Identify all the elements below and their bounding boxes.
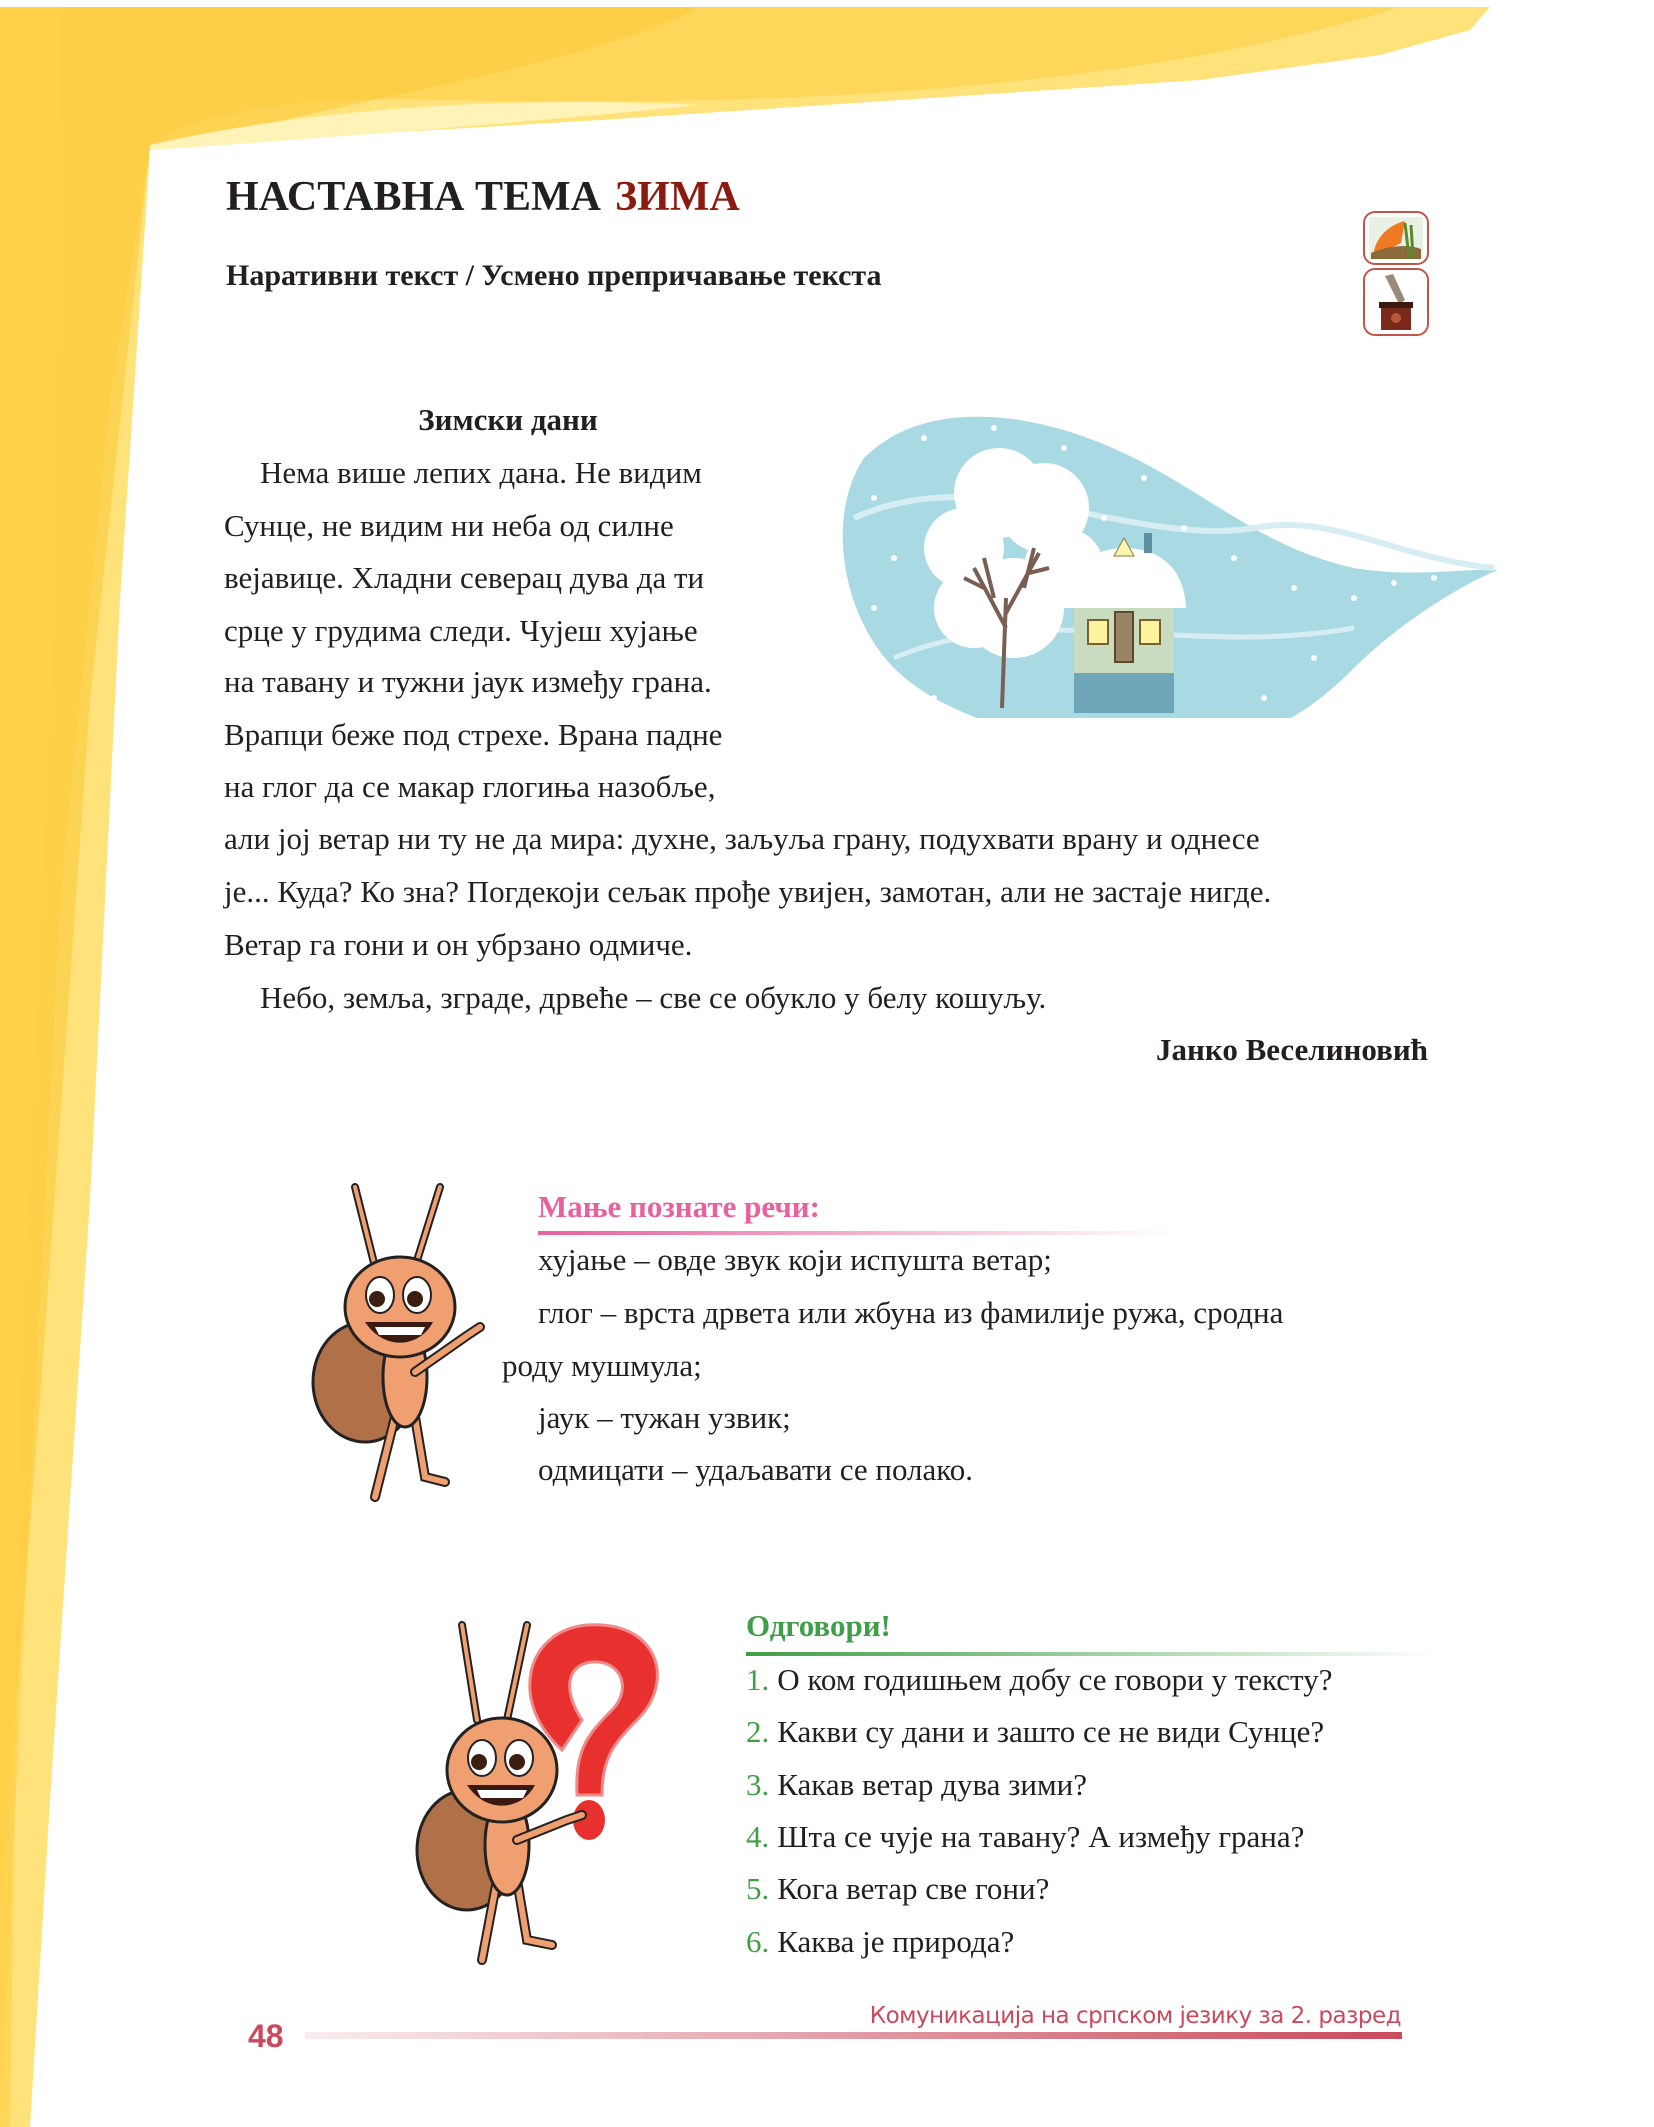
question-number: 6. bbox=[746, 1924, 770, 1959]
question-text: О ком годишњем добу се говори у тексту? bbox=[777, 1662, 1333, 1697]
gramophone-icon[interactable] bbox=[1363, 268, 1429, 336]
story-title: Зимски дани bbox=[418, 402, 598, 437]
glossary-line: роду мушмула; bbox=[502, 1348, 702, 1383]
story-line: на глог да се макар глогиња назобље, bbox=[224, 769, 716, 804]
glossary-line: јаук – тужан узвик; bbox=[538, 1400, 791, 1435]
question-text: Шта се чује на тавану? А између грана? bbox=[777, 1819, 1305, 1854]
question-number: 2. bbox=[746, 1714, 770, 1749]
story-line: на тавану и тужни јаук између грана. bbox=[224, 664, 712, 699]
question-number: 5. bbox=[746, 1871, 770, 1906]
question-text: Каква је природа? bbox=[777, 1924, 1015, 1959]
winter-illustration bbox=[834, 398, 1498, 758]
topic-name: ЗИМА bbox=[615, 174, 740, 220]
question-item bbox=[746, 1765, 1087, 1805]
story-author: Јанко Веселиновић bbox=[1156, 1032, 1428, 1067]
question-item bbox=[746, 1869, 1049, 1909]
question-number: 4. bbox=[746, 1819, 770, 1854]
question-number: 3. bbox=[746, 1767, 770, 1802]
question-item bbox=[746, 1922, 1014, 1962]
story-line: је... Куда? Ко зна? Погдекоји сељак прође увијен, замотан, али не застаје нигде. bbox=[224, 874, 1272, 909]
art-palette-icon[interactable] bbox=[1363, 211, 1429, 265]
story-line: али јој ветар ни ту не да мира: духне, заљуља грану, подухвати врану и однесе bbox=[224, 821, 1260, 856]
question-item bbox=[746, 1660, 1332, 1700]
topic-prefix: НАСТАВНА ТЕМА bbox=[226, 174, 602, 220]
page-subtitle: Наративни текст / Усмено препричавање текста bbox=[226, 259, 882, 292]
story-line: Сунце, не видим ни неба од силне bbox=[224, 508, 674, 543]
page-number: 48 bbox=[248, 2018, 284, 2054]
story-line: срце у грудима следи. Чујеш хујање bbox=[224, 613, 698, 648]
story-line: Врапци беже под стрехе. Врана падне bbox=[224, 717, 723, 752]
question-text: Какви су дани и зашто се не види Сунце? bbox=[777, 1714, 1325, 1749]
glossary-heading: Мање познате речи: bbox=[538, 1189, 820, 1224]
answer-underline bbox=[746, 1652, 1436, 1656]
question-item bbox=[746, 1712, 1324, 1752]
question-item bbox=[746, 1817, 1304, 1857]
question-text: Кога ветар све гони? bbox=[777, 1871, 1050, 1906]
story-line: вејавице. Хладни северац дува да ти bbox=[224, 560, 705, 595]
page-title bbox=[226, 172, 740, 222]
glossary-line: одмицати – удаљавати се полако. bbox=[538, 1452, 974, 1487]
story-line: Ветар га гони и он убрзано одмиче. bbox=[224, 927, 693, 962]
glossary-line: глог – врста дрвета или жбуна из фамилије ружа, сродна bbox=[538, 1295, 1284, 1330]
book-title: Комуникација на српском језику за 2. разред bbox=[869, 2003, 1401, 2029]
question-number: 1. bbox=[746, 1662, 770, 1697]
ant-mascot-question bbox=[407, 1610, 677, 1965]
ant-mascot-pointing bbox=[305, 1177, 500, 1502]
question-text: Какав ветар дува зими? bbox=[777, 1767, 1087, 1802]
story-line: Небо, земља, зграде, дрвеће – све се обукло у белу кошуљу. bbox=[260, 980, 1047, 1015]
glossary-line: хујање – овде звук који испушта ветар; bbox=[538, 1242, 1052, 1277]
answer-heading: Одговори! bbox=[746, 1608, 891, 1643]
glossary-underline bbox=[538, 1231, 1178, 1235]
footer-bar bbox=[305, 2032, 1402, 2039]
story-line: Нема више лепих дана. Не видим bbox=[260, 455, 702, 490]
